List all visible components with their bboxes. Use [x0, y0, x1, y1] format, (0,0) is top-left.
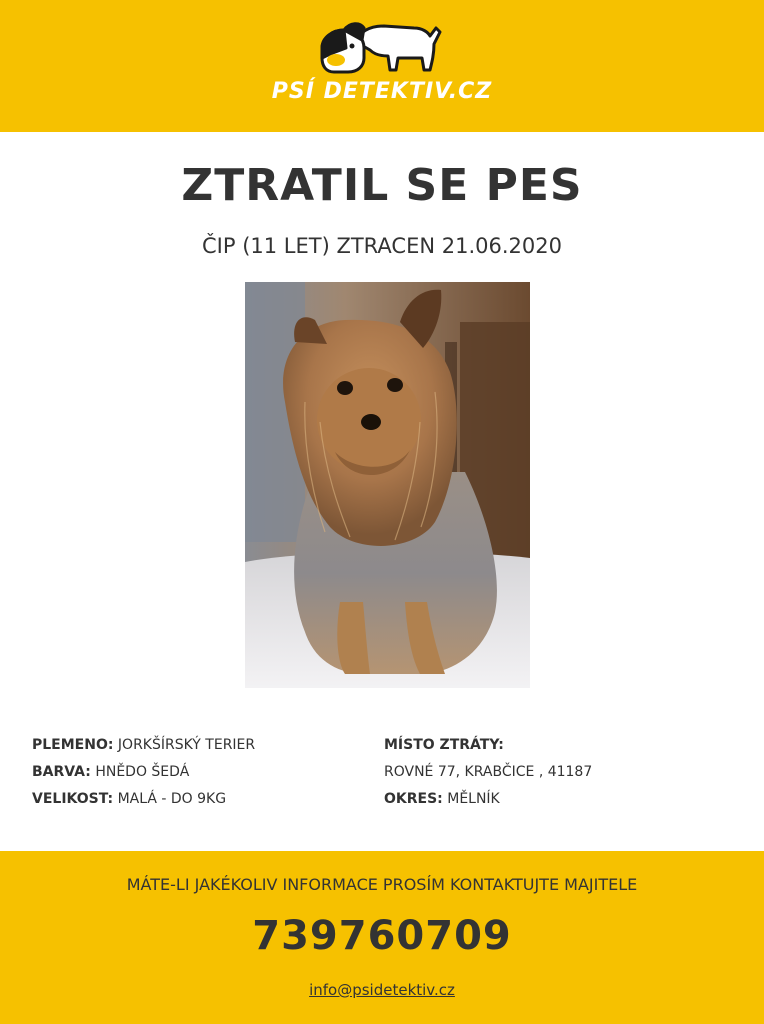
- detail-district: [384, 786, 592, 813]
- email-link[interactable]: info@psidetektiv.cz: [309, 981, 455, 999]
- page-title: ZTRATIL SE PES: [181, 160, 583, 211]
- district-value: MĚLNÍK: [447, 791, 500, 807]
- size-value: MALÁ - DO 9KG: [117, 791, 227, 807]
- place-value: ROVNÉ 77, KRABČICE , 41187: [384, 764, 593, 780]
- dog-details: [32, 732, 255, 813]
- header-banner: [0, 0, 764, 132]
- dog-photo: [245, 282, 530, 688]
- page-subtitle: ČIP (11 LET) ZTRACEN 21.06.2020: [202, 234, 562, 258]
- loss-details: [384, 732, 592, 813]
- breed-value: JORKŠÍRSKÝ TERIER: [117, 737, 256, 753]
- phone-number[interactable]: 739760709: [252, 913, 512, 959]
- breed-label: PLEMENO:: [32, 737, 114, 753]
- dog-photo-yorkshire-terrier: [245, 282, 530, 688]
- color-value: HNĚDO ŠEDÁ: [95, 764, 190, 780]
- detail-size: [32, 786, 255, 813]
- detail-place-value: [384, 759, 592, 786]
- detail-place-label: [384, 732, 592, 759]
- color-label: BARVA:: [32, 764, 91, 780]
- place-label: MÍSTO ZTRÁTY:: [384, 737, 504, 753]
- detail-color: [32, 759, 255, 786]
- brand-name: PSÍ DETEKTIV.CZ: [271, 79, 493, 104]
- contact-footer: [0, 851, 764, 1024]
- size-label: VELIKOST:: [32, 791, 114, 807]
- two-dogs-icon: [318, 14, 442, 78]
- district-label: OKRES:: [384, 791, 443, 807]
- contact-message: MÁTE-LI JAKÉKOLIV INFORMACE PROSÍM KONTAKTUJTE MAJITELE: [126, 875, 638, 894]
- detail-breed: [32, 732, 255, 759]
